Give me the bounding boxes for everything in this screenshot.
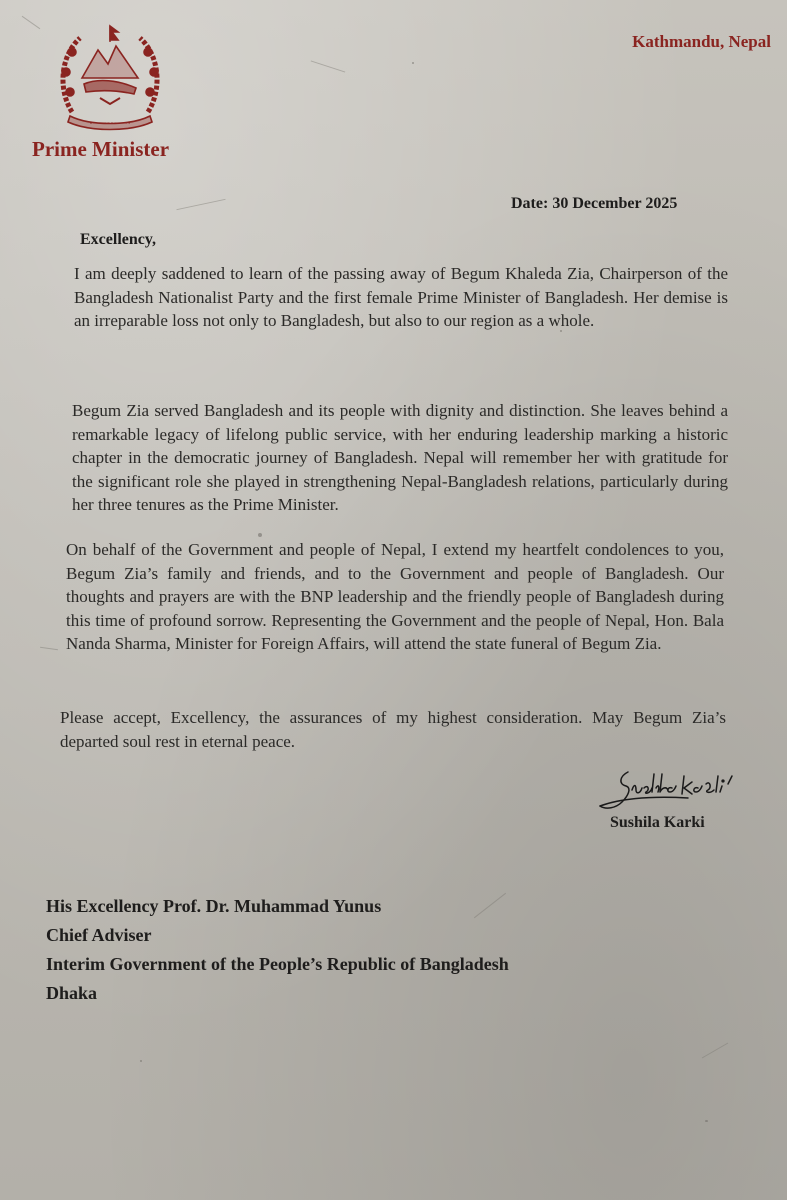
paper-speck	[705, 1120, 708, 1122]
addressee-title: Chief Adviser	[46, 925, 152, 945]
paper-speck	[140, 1060, 142, 1062]
paper-fiber	[702, 1043, 728, 1059]
paper-fiber	[22, 16, 41, 29]
paragraph-closing: Please accept, Excellency, the assurances of my highest consideration. May Begum Zia’s departed soul rest in eternal peace.	[60, 708, 726, 751]
nepal-national-emblem-icon	[50, 20, 170, 132]
paper-fiber	[311, 60, 346, 72]
addressee-city: Dhaka	[46, 983, 98, 1003]
signer-name: Sushila Karki	[610, 814, 705, 831]
paragraph-government-condolences: On behalf of the Government and people of Nepal, I extend my heartfelt condolences to you, Begum Zia’s family and friends, and to the Government and people of Bangladesh. Our thoughts and prayers are with the BNP leadership and the friendly people of Bangladesh during this time of profound sorrow. Representing the Government and the people of Nepal, Hon. Bala Nanda Sharma, Minister for Foreign Affairs, will attend the state funeral of Begum Zia.	[66, 540, 724, 653]
handwritten-signature	[592, 762, 772, 822]
addressee-name: His Excellency Prof. Dr. Muhammad Yunus	[46, 896, 382, 916]
paragraph-condolence-opening: I am deeply saddened to learn of the passing away of Begum Khaleda Zia, Chairperson of the Bangladesh Nationalist Party and the first female Prime Minister of Bangladesh. Her demise is an irreparable loss not only to Bangladesh, but also to our region as a whole.	[74, 264, 728, 330]
addressee-organization: Interim Government of the People’s Republic of Bangladesh	[46, 954, 509, 974]
office-title: Prime Minister	[32, 137, 170, 161]
salutation: Excellency,	[80, 231, 156, 248]
place-line: Kathmandu, Nepal	[632, 32, 771, 51]
paper-speck	[258, 533, 262, 537]
paper-speck	[412, 62, 414, 64]
paper-fiber	[40, 647, 58, 650]
paper-fiber	[176, 199, 225, 210]
paper-fiber	[474, 893, 506, 918]
paragraph-legacy: Begum Zia served Bangladesh and its people with dignity and distinction. She leaves behind a remarkable legacy of lifelong public service, with her enduring leadership marking a historic chapter in the democratic journey of Bangladesh. Nepal will remember her with gratitude for the significant role she played in strengthening Nepal-Bangladesh relations, particularly during her three tenures as the Prime Minister.	[72, 401, 728, 514]
letter-date: Date: 30 December 2025	[511, 195, 678, 212]
